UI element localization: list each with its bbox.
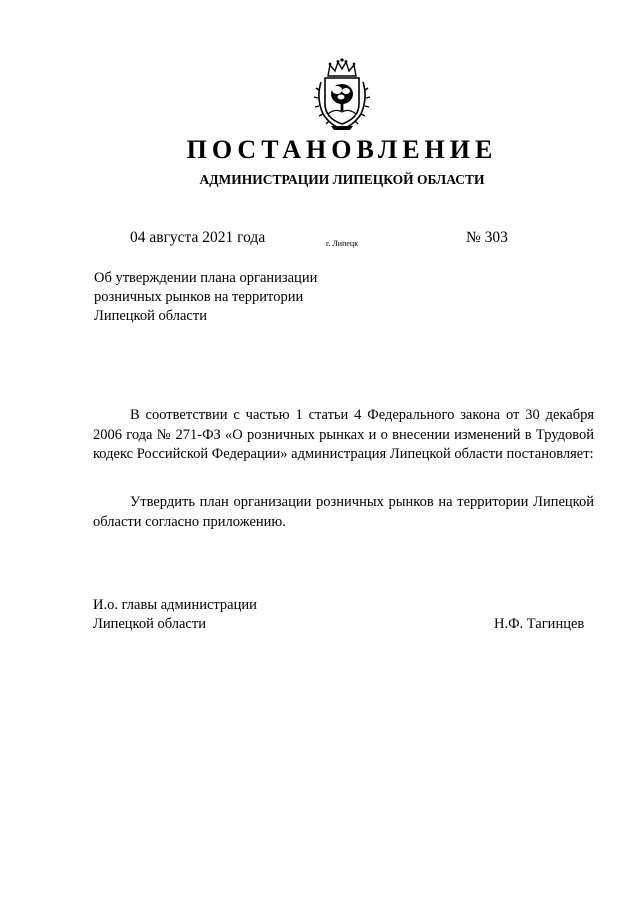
document-place: г. Липецк — [326, 239, 359, 248]
document-subject — [94, 269, 374, 326]
subject-line: розничных рынков на территории — [94, 289, 304, 305]
coat-of-arms-icon — [313, 58, 371, 132]
document-subtitle: АДМИНИСТРАЦИИ ЛИПЕЦКОЙ ОБЛАСТИ — [199, 172, 485, 187]
signer-name: Н.Ф. Тагинцев — [494, 616, 585, 632]
document-date: 04 августа 2021 года — [130, 229, 266, 246]
signer-title-line: И.о. главы администрации — [93, 597, 257, 613]
body-paragraph: Утвердить план организации розничных рынков на территории Липецкой области согласно приложению. — [93, 494, 594, 530]
document-title: ПОСТАНОВЛЕНИЕ — [186, 135, 498, 164]
subject-line: Об утверждении плана организации — [94, 270, 318, 286]
signer-title-line: Липецкой области — [93, 616, 206, 632]
subject-line: Липецкой области — [94, 308, 207, 324]
body-paragraph: В соответствии с частью 1 статьи 4 Федерального закона от 30 декабря 2006 года № 271-ФЗ «О розничных рынках и о внесении изменений в Трудовой кодекс Российской Федерации» администрация Липецкой области постановляет: — [93, 407, 594, 462]
document-number: № 303 — [466, 229, 508, 246]
signer-title — [93, 596, 257, 634]
